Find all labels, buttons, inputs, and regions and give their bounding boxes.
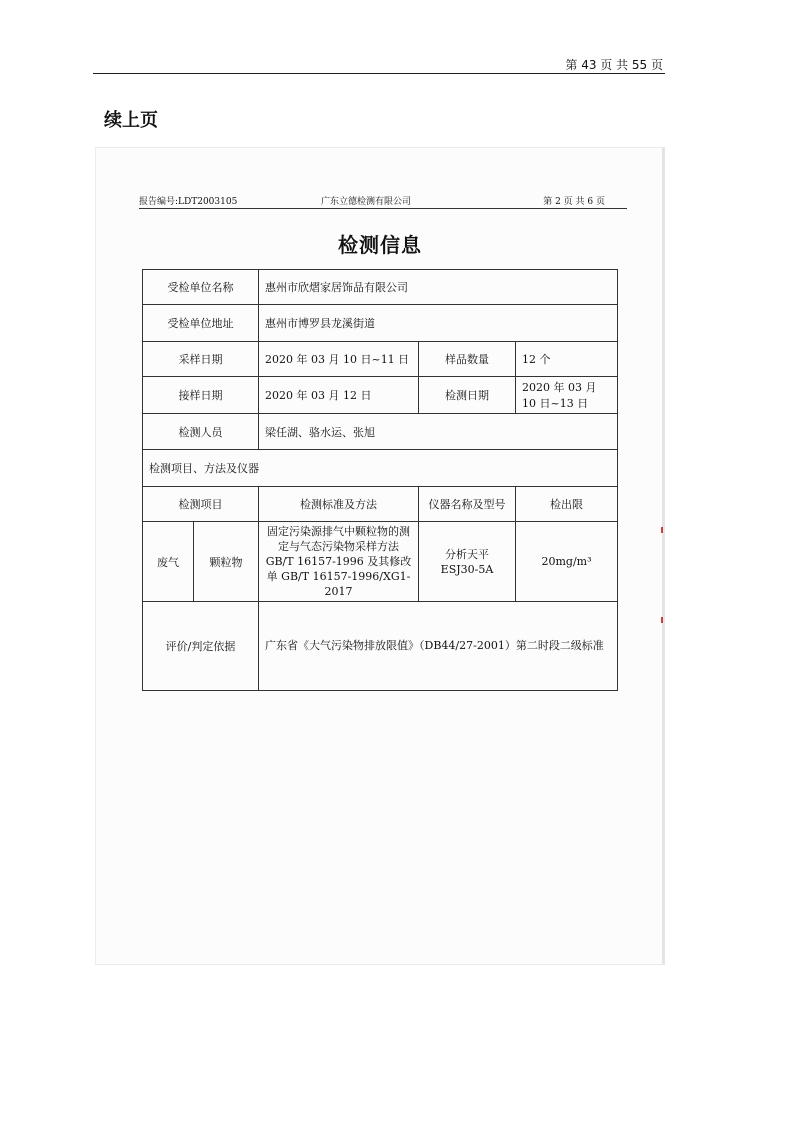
scan-mark xyxy=(661,617,663,623)
test-date-label: 检测日期 xyxy=(419,377,516,414)
table-row xyxy=(143,305,618,342)
continued-label: 续上页 xyxy=(104,110,158,131)
company-name: 广东立德检测有限公司 xyxy=(321,197,412,207)
evaluation-value: 广东省《大气污染物排放限值》（DB44/27-2001）第二时段二级标准 xyxy=(259,602,618,691)
staff-value: 梁任湖、骆水运、张旭 xyxy=(259,414,618,450)
table-row xyxy=(143,377,618,414)
inspected-unit-label: 受检单位名称 xyxy=(143,270,259,305)
limit-value: 20mg/m³ xyxy=(516,522,618,602)
table-row xyxy=(143,522,618,602)
col-item-header: 检测项目 xyxy=(143,487,259,522)
table-row xyxy=(143,487,618,522)
staff-label: 检测人员 xyxy=(143,414,259,450)
receive-date-label: 接样日期 xyxy=(143,377,259,414)
address-value: 惠州市博罗县龙溪街道 xyxy=(259,305,618,342)
inspected-unit-value: 惠州市欣熠家居饰品有限公司 xyxy=(259,270,618,305)
test-date-value: 2020 年 03 月 10 日~13 日 xyxy=(516,377,618,414)
sampling-date-label: 采样日期 xyxy=(143,342,259,377)
scan-edge xyxy=(662,147,665,965)
col-instrument-header: 仪器名称及型号 xyxy=(419,487,516,522)
info-table xyxy=(142,269,618,691)
scanned-document xyxy=(95,147,665,965)
item-name: 颗粒物 xyxy=(194,522,259,602)
sample-qty-value: 12 个 xyxy=(516,342,618,377)
table-row xyxy=(143,450,618,487)
col-method-header: 检测标准及方法 xyxy=(259,487,419,522)
report-number: 报告编号:LDT2003105 xyxy=(139,197,238,207)
scan-bottom-edge xyxy=(305,964,665,965)
table-row xyxy=(143,342,618,377)
table-row xyxy=(143,270,618,305)
address-label: 受检单位地址 xyxy=(143,305,259,342)
sampling-date-value: 2020 年 03 月 10 日~11 日 xyxy=(259,342,419,377)
method-value: 固定污染源排气中颗粒物的测定与气态污染物采样方法 GB/T 16157-1996 及其修改单 GB/T 16157-1996/XG1-2017 xyxy=(259,522,419,602)
evaluation-label: 评价/判定依据 xyxy=(143,602,259,691)
doc-page-info: 第 2 页 共 6 页 xyxy=(543,197,605,207)
instrument-value: 分析天平 ESJ30-5A xyxy=(419,522,516,602)
doc-title: 检测信息 xyxy=(338,233,422,257)
section-label: 检测项目、方法及仪器 xyxy=(143,450,618,487)
table-row xyxy=(143,602,618,691)
item-category: 废气 xyxy=(143,522,194,602)
receive-date-value: 2020 年 03 月 12 日 xyxy=(259,377,419,414)
page-header xyxy=(93,58,665,74)
scan-mark xyxy=(661,527,663,533)
table-row xyxy=(143,414,618,450)
doc-header xyxy=(139,191,627,209)
col-limit-header: 检出限 xyxy=(516,487,618,522)
page-number: 第 43 页 共 55 页 xyxy=(565,58,663,72)
sample-qty-label: 样品数量 xyxy=(419,342,516,377)
